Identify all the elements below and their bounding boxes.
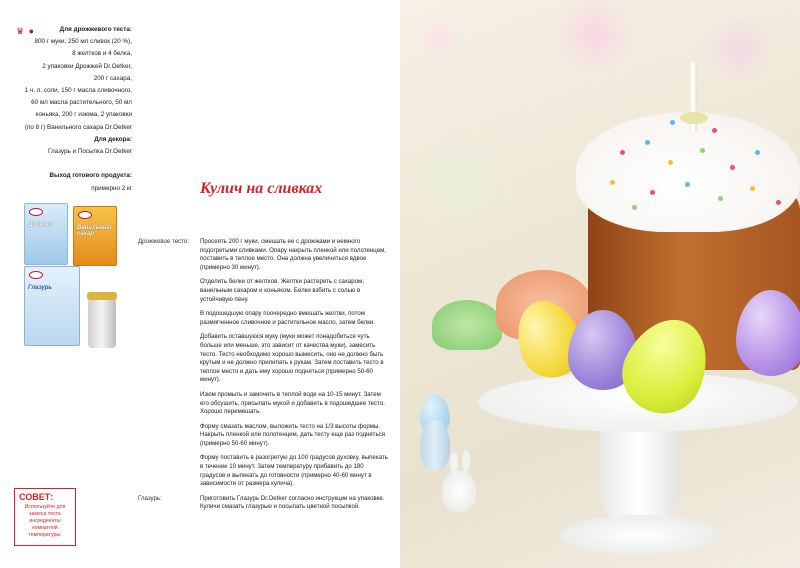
- egg-cup: [420, 420, 450, 470]
- easter-cake-photo: [400, 0, 800, 568]
- package-label: Дрожжи: [28, 222, 53, 228]
- ingredients-line: (по 8 г) Ванильного сахара Dr.Oetker: [24, 123, 132, 131]
- ingredients-line: [12, 158, 132, 170]
- sprinkle: [610, 180, 615, 185]
- ingredients-line: коньяка, 200 г изюма, 2 упаковки: [35, 111, 132, 119]
- ingredients-line: 200 г сахара,: [93, 74, 132, 82]
- recipe-step: [138, 238, 388, 272]
- ingredients-line: 60 мл масла растительного, 50 мл: [31, 99, 132, 107]
- step-text: Форму смазать маслом, выложить тесто на 1/3 высоты формы. Накрыть пленкой или полотенцем, дать тесту еще раз подняться (примерно 50-60 минут).: [200, 422, 385, 447]
- brand-logo-icon: [78, 211, 92, 219]
- cake-stand: [560, 515, 720, 555]
- step-text: Изюм промыть и замочить в теплой воде на 10-15 минут. Затем его обсушить, присыпать мукой и добавить в подошедшее тесто. Хорошо перемешать.: [200, 390, 385, 416]
- ingredients-line: примерно 2 кг: [91, 184, 132, 192]
- recipe-step: [138, 278, 388, 304]
- yeast-package-image: [24, 203, 68, 265]
- ingredients-line: 1 ч. л. соли, 150 г масла сливочного,: [24, 87, 132, 95]
- package-label: Ванильный сахар: [77, 225, 112, 237]
- sprinkle: [700, 148, 705, 153]
- sprinkle: [620, 150, 625, 155]
- sprinkle: [776, 200, 781, 205]
- ingredients-line: 8 желтков и 4 белка,: [72, 50, 132, 58]
- candle-bow: [680, 112, 708, 124]
- tip-text: Используйте для замеса теста ингредиенты комнатной температуры.: [24, 504, 66, 538]
- recipe-step: [138, 391, 388, 417]
- step-label: [138, 333, 200, 385]
- tip-box: [14, 488, 76, 546]
- sprinkle: [685, 182, 690, 187]
- sprinkle: [750, 186, 755, 191]
- recipe-step: [138, 310, 388, 327]
- bunny-figurine: [462, 450, 470, 472]
- recipe-step: [138, 454, 388, 488]
- step-text: В подошедшую опару поочередно вмешать желтки, потом размягченное сливочное и растительное масло, затем белки.: [200, 310, 376, 326]
- step-label: Дрожжевое тесто:: [138, 238, 189, 245]
- bunny-figurine: [442, 470, 476, 512]
- sprinkles-jar-image: [88, 298, 116, 348]
- step-text: Форму поставить в разогретую до 100 градусов духовку, выпекать в течение 10 минут. Затем температуру прибавить до 180 градусов и выпекать до готовности (примерно 40-60 минут в зависимости от размера кулича).: [200, 454, 388, 488]
- sprinkle: [670, 120, 675, 125]
- step-text: Просеять 200 г муки, смешать ее с дрожжами и немного подогретыми сливками. Опару накрыть пленкой или полотенцем, поставить в теплое место. Она должна увеличиться вдвое (примерно 30 минут).: [200, 238, 386, 271]
- sprinkle: [730, 165, 735, 170]
- brand-logo-icon: [29, 271, 43, 279]
- recipe-title: Кулич на сливках: [200, 180, 323, 197]
- ingredients-list: [12, 24, 132, 195]
- ingredients-line: 2 упаковки Дрожжей Dr.Oetker,: [42, 62, 132, 70]
- step-label: [138, 310, 200, 327]
- vanilla-sugar-package-image: [73, 206, 117, 266]
- sprinkle: [668, 160, 673, 165]
- recipe-step: [138, 423, 388, 449]
- sprinkle: [632, 205, 637, 210]
- tip-title: СОВЕТ:: [19, 492, 54, 502]
- brand-logo-icon: ♛ ●: [16, 26, 36, 36]
- sprinkle: [755, 150, 760, 155]
- ingredients-line: Для декора:: [94, 135, 132, 143]
- ingredients-line: 800 г муки, 250 мл сливок (20 %),: [34, 38, 132, 46]
- sprinkle: [645, 140, 650, 145]
- recipe-steps: [138, 238, 388, 518]
- sprinkle: [712, 128, 717, 133]
- package-label: Глазурь: [28, 285, 52, 291]
- blossom-decoration: [550, 0, 640, 70]
- ingredients-line: Выход готового продукта:: [49, 172, 132, 180]
- sprinkle: [718, 196, 723, 201]
- ingredients-line: Глазурь и Посыпка Dr.Oetker: [47, 148, 132, 156]
- step-text: Добавить оставшуюся муку (муки может понадобиться чуть больше или меньше, это зависит от качества муки), замесить тесто. Тесто необходимо хорошо вымесить, оно не должно быть крутым и не должно прилипать к рукам. Затем поставить тесто в теплое место и дать ему хорошо подняться (примерно 50-60 минут).: [200, 333, 384, 384]
- step-label: [138, 423, 200, 449]
- blossom-decoration: [420, 18, 460, 58]
- glaze-package-image: [24, 266, 80, 346]
- kulich-icing: [576, 112, 800, 232]
- brand-logo-icon: [29, 208, 43, 216]
- recipe-step: [138, 495, 388, 512]
- sprinkle: [650, 190, 655, 195]
- step-label: Глазурь:: [138, 494, 162, 502]
- step-label: [138, 278, 200, 304]
- step-label: [138, 391, 200, 417]
- cupcake-image: [432, 300, 502, 350]
- step-text: Приготовить Глазурь Dr.Oetker согласно инструкции на упаковке. Куличи смазать глазурью и посыпать цветной посыпкой.: [200, 494, 385, 511]
- recipe-step: [138, 333, 388, 385]
- blossom-decoration: [700, 20, 780, 80]
- step-label: [138, 454, 200, 488]
- step-text: Отделить белки от желтков. Желтки растереть с сахаром, ванильным сахаром и коньяком. Белки взбить с солью в устойчивую пену.: [200, 278, 364, 303]
- ingredients-line: Для дрожжевого теста:: [59, 26, 132, 33]
- blossom-decoration: [400, 120, 520, 240]
